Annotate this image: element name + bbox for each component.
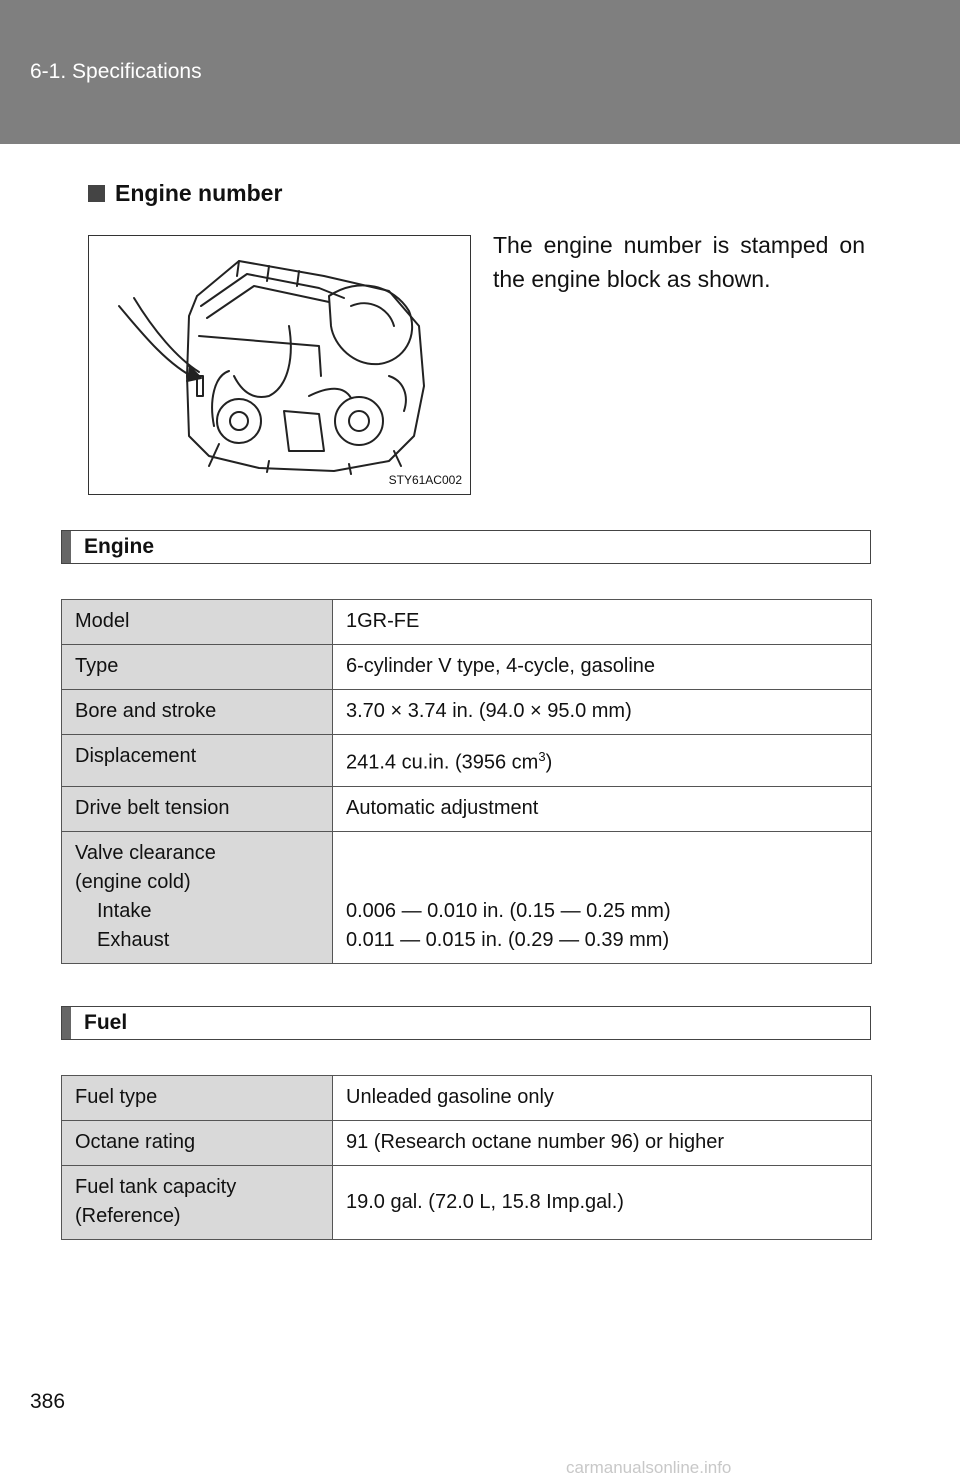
engine-number-heading [88,180,282,207]
fuel-spec-table [61,1075,872,1240]
engine-section-bar [61,530,871,564]
page-number: 386 [30,1390,66,1413]
engine-number-description: The engine number is stamped on the engine block as shown. [493,232,865,292]
valve-label: Valve clearance [75,841,216,864]
spec-label: Fuel type [62,1076,333,1121]
tank-label: Fuel tank capacity [75,1176,237,1198]
spec-value: Automatic adjustment [333,786,872,831]
spec-value: 6-cylinder V type, 4-cycle, gasoline [333,645,872,690]
section-marker [62,1007,71,1039]
table-row [62,645,872,690]
section-marker [62,531,71,563]
engine-illustration [88,235,471,495]
spec-value: 3.70 × 3.74 in. (94.0 × 95.0 mm) [333,690,872,735]
table-row [62,1166,872,1240]
spec-label: Model [62,600,333,645]
spec-value [333,735,872,787]
engine-section-title: Engine [84,535,155,558]
figure-code: STY61AC002 [388,473,462,487]
spec-value: 91 (Research octane number 96) or higher [333,1121,872,1166]
spec-label: Drive belt tension [62,786,333,831]
spec-value: 1GR-FE [333,600,872,645]
table-row [62,600,872,645]
table-row [62,735,872,787]
intake-value: 0.006 — 0.010 in. (0.15 — 0.25 mm) [346,899,671,922]
table-row [62,786,872,831]
table-row [62,1121,872,1166]
exhaust-value: 0.011 — 0.015 in. (0.29 — 0.39 mm) [346,928,670,951]
spec-label: Bore and stroke [62,690,333,735]
section-title: 6-1. Specifications [30,60,202,83]
spec-value: Unleaded gasoline only [333,1076,872,1121]
fuel-section-bar [61,1006,871,1040]
spec-value: 19.0 gal. (72.0 L, 15.8 Imp.gal.) [333,1166,872,1240]
engine-number-heading-text: Engine number [115,180,283,206]
intake-label: Intake [97,899,152,922]
spec-label [62,831,333,963]
superscript: 3 [538,749,546,764]
spec-label: Displacement [62,735,333,787]
tank-label-sub: (Reference) [75,1205,181,1227]
square-bullet-icon [88,185,105,202]
watermark: carmanualsonline.info [566,1458,732,1477]
displacement-value: 241.4 cu.in. (3956 cm [346,751,539,774]
displacement-value-end: ) [545,751,553,774]
spec-label [62,1166,333,1240]
exhaust-label: Exhaust [97,928,170,951]
spec-label: Octane rating [62,1121,333,1166]
valve-label-sub: (engine cold) [75,870,191,893]
spec-label: Type [62,645,333,690]
engine-spec-table [61,599,872,964]
table-row [62,831,872,963]
engine-drawing-icon [89,236,469,494]
spec-value [333,831,872,963]
page-header [0,0,960,144]
table-row [62,690,872,735]
fuel-section-title: Fuel [84,1011,128,1034]
table-row [62,1076,872,1121]
